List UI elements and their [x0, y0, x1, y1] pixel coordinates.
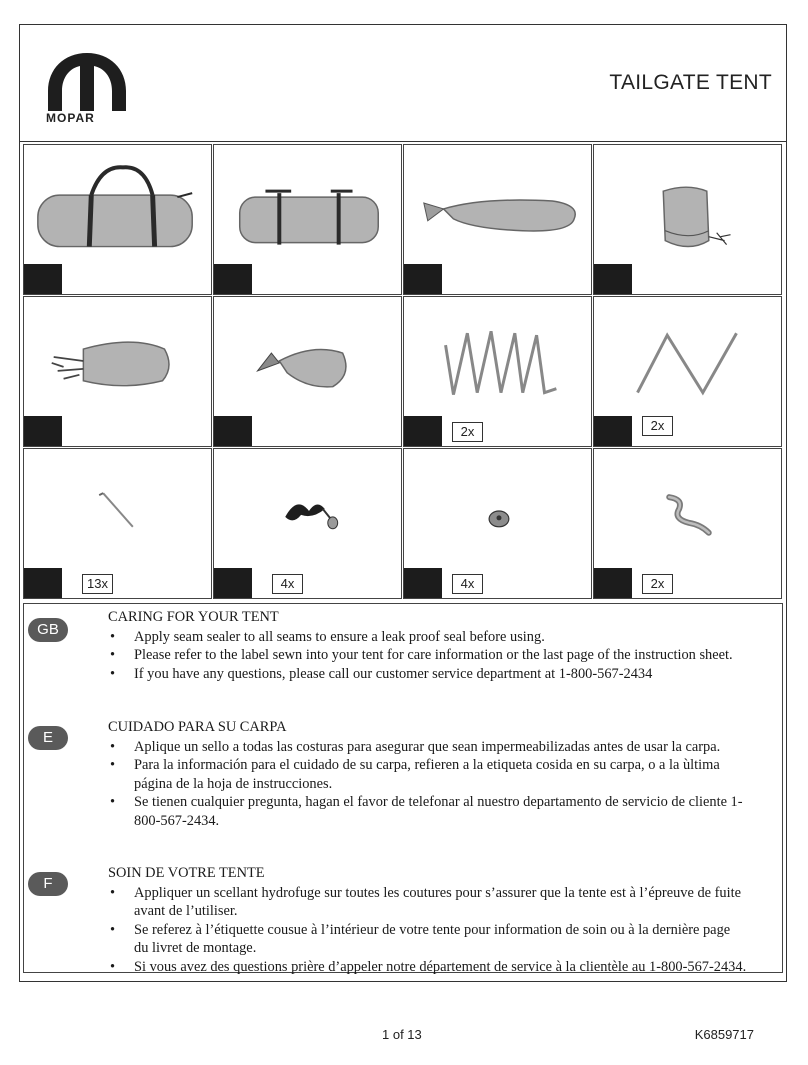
- quantity-label: 2x: [452, 422, 483, 442]
- item-number-block: [214, 264, 252, 294]
- page-title: TAILGATE TENT: [609, 71, 772, 94]
- part-cell: [593, 296, 782, 447]
- part-cell: [213, 296, 402, 447]
- part-cell: [23, 296, 212, 447]
- bullet-item: • Se referez à l’étiquette cousue à l’intérieur de votre tente pour information de soin ou à la dernière page du livret de montage.: [108, 921, 748, 958]
- bullet-list: [108, 738, 748, 831]
- quantity-label: 2x: [642, 416, 673, 436]
- bullet-item: • Se tienen cualquier pregunta, hagan el favor de telefonar al nuestro departamento de servicio de cliente 1-800-567-2434.: [108, 793, 748, 830]
- stakes-image: [24, 449, 211, 569]
- bullet-item: • If you have any questions, please call our customer service department at 1-800-567-2434: [108, 665, 748, 684]
- part-cell: [213, 144, 402, 295]
- brand-wordmark: MOPAR: [46, 111, 95, 125]
- bullet-item: • Apply seam sealer to all seams to ensure a leak proof seal before using.: [108, 628, 748, 647]
- section-heading: CARING FOR YOUR TENT: [108, 609, 279, 625]
- guy-lines-image: [214, 449, 401, 569]
- language-badge-f: F: [28, 872, 68, 896]
- item-number-block: [404, 568, 442, 598]
- document-code: K6859717: [694, 1027, 754, 1042]
- part-cell: [403, 144, 592, 295]
- quantity-label: 13x: [82, 574, 113, 594]
- grommet-disc-image: [404, 449, 591, 569]
- long-poles-image: [404, 297, 591, 417]
- quantity-label: 4x: [452, 574, 483, 594]
- part-cell: [23, 144, 212, 295]
- rolled-tent-image: [214, 145, 401, 265]
- bullet-item: • Para la información para el cuidado de su carpa, refieren a la etiqueta cosida en su carpa, o a la ùltima página de la hoja de instrucciones.: [108, 756, 748, 793]
- stuff-sack-image: [404, 145, 591, 265]
- bullet-list: [108, 884, 748, 977]
- instruction-sheet: [19, 24, 787, 982]
- item-number-block: [24, 416, 62, 446]
- short-poles-image: [594, 297, 781, 417]
- bullet-item: • Aplique un sello a todas las costuras para asegurar que sean impermeabilizadas antes de usar la carpa.: [108, 738, 748, 757]
- item-number-block: [404, 416, 442, 446]
- care-instructions-panel: [23, 603, 783, 973]
- item-number-block: [214, 568, 252, 598]
- item-number-block: [24, 568, 62, 598]
- quantity-label: 2x: [642, 574, 673, 594]
- page-number: 1 of 13: [382, 1027, 422, 1042]
- part-cell: [593, 144, 782, 295]
- drawstring-bag-image: [24, 297, 211, 417]
- part-cell: [403, 296, 592, 447]
- item-number-block: [594, 416, 632, 446]
- bullet-item: • Please refer to the label sewn into your tent for care information or the last page of the instruction sheet.: [108, 646, 748, 665]
- bullet-item: • Si vous avez des questions prière d’appeler notre département de service à la clientèle au 1-800-567-2434.: [108, 958, 748, 977]
- parts-grid: [23, 144, 783, 599]
- care-section-english: [108, 608, 748, 683]
- item-number-block: [594, 568, 632, 598]
- care-section-french: [108, 864, 748, 976]
- header: [20, 25, 786, 142]
- part-cell: [403, 448, 592, 599]
- part-cell: [213, 448, 402, 599]
- item-number-block: [24, 264, 62, 294]
- language-badge-gb: GB: [28, 618, 68, 642]
- bullet-list: [108, 628, 748, 684]
- stake-bag-image: [214, 297, 401, 417]
- item-number-block: [214, 416, 252, 446]
- bullet-item: • Appliquer un scellant hydrofuge sur toutes les coutures pour s’assurer que la tente est à l’épreuve de fuite avant de l’utiliser.: [108, 884, 748, 921]
- part-cell: [593, 448, 782, 599]
- section-heading: CUIDADO PARA SU CARPA: [108, 719, 287, 735]
- carry-bag-image: [24, 145, 211, 265]
- care-section-spanish: [108, 718, 748, 830]
- item-number-block: [594, 264, 632, 294]
- quantity-label: 4x: [272, 574, 303, 594]
- section-heading: SOIN DE VOTRE TENTE: [108, 865, 265, 881]
- part-cell: [23, 448, 212, 599]
- small-bag-image: [594, 145, 781, 265]
- language-badge-e: E: [28, 726, 68, 750]
- strap-image: [594, 449, 781, 569]
- item-number-block: [404, 264, 442, 294]
